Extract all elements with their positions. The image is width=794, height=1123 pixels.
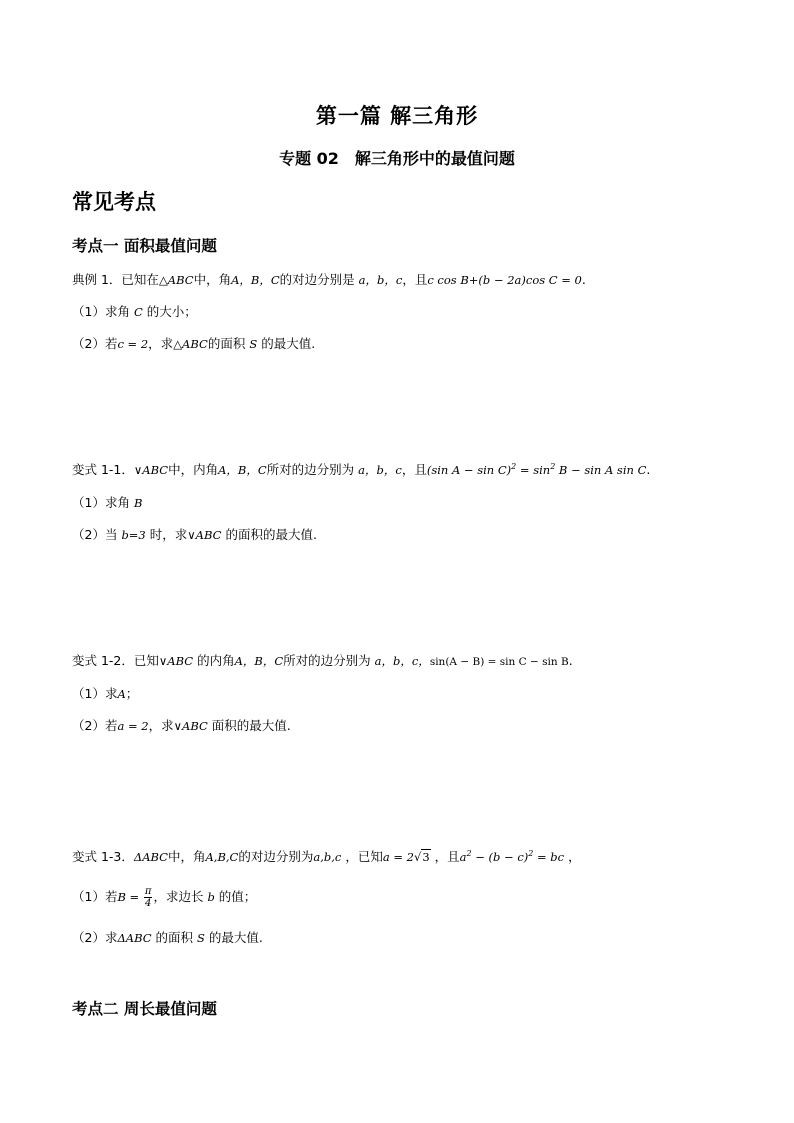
variant-1-1-q1: （1）求角 B bbox=[72, 495, 143, 510]
example-1-q1: （1）求角 C 的大小； bbox=[72, 304, 197, 319]
variant-1-3-statement: 变式 1-3．ΔABC中，角A,B,C的对边分别为a,b,c ，已知a = 2√3 ，且$a^2 - (b - c)^2$ = bc ， bbox=[72, 849, 581, 864]
variant-1-3-condition-a: a = 2√3 bbox=[382, 850, 430, 864]
variant-1-2-q1: （1）求A； bbox=[72, 686, 139, 701]
variant-1-3-q2: （2）求ΔABC 的面积 S 的最大值. bbox=[72, 930, 263, 945]
example-1-condition: c cos B+(b − 2a)cos C = 0 bbox=[427, 273, 582, 287]
variant-1-3-q1: （1）若B = $\frac{\pi}{4}$ ，求边长 b 的值； bbox=[72, 886, 257, 909]
kp1-heading: 考点一 面积最值问题 bbox=[72, 237, 217, 255]
variant-1-1-statement: 变式 1-1．∨ABC中，内角A，B，C所对的边分别为 a，b，c，且(sin $A - \sin C)^2 = \sin^2 B - \sin A$ sin C. bbox=[72, 462, 651, 477]
kp2-heading: 考点二 周长最值问题 bbox=[72, 1000, 217, 1018]
variant-1-2-q2: （2）若a = 2，求∨ABC 面积的最大值. bbox=[72, 718, 291, 733]
example-1-q2: （2）若c = 2，求△ABC的面积 S 的最大值. bbox=[72, 336, 316, 351]
example-1-statement: 典例 1．已知在△ABC中，角A，B，C的对边分别是 a，b，c，且c cos B+(b − 2a)cos C = 0. bbox=[72, 272, 586, 287]
variant-1-2-statement: 变式 1-2．已知∨ABC 的内角A，B，C所对的边分别为 a，b，c，sin(A − B) = sin C − sin B. bbox=[72, 653, 573, 668]
variant-1-1-condition: (sin $A - \sin C)^2 = \sin^2 B - \sin A$ sin C bbox=[426, 462, 647, 477]
section-heading: 常见考点 bbox=[72, 190, 156, 214]
variant-1-2-condition: sin(A − B) = sin C − sin B bbox=[429, 656, 569, 668]
variant-1-1-q2: （2）当 b=3 时，求∨ABC 的面积的最大值. bbox=[72, 527, 317, 542]
variant-1-3-condition-b: $a^2 - (b - c)^2$ = bc bbox=[459, 849, 565, 864]
document-title: 第一篇 解三角形 bbox=[315, 104, 479, 128]
pi-over-four-fraction: $\frac{\pi}{4}$ bbox=[144, 886, 152, 909]
document-subtitle: 专题 02 解三角形中的最值问题 bbox=[279, 149, 515, 168]
